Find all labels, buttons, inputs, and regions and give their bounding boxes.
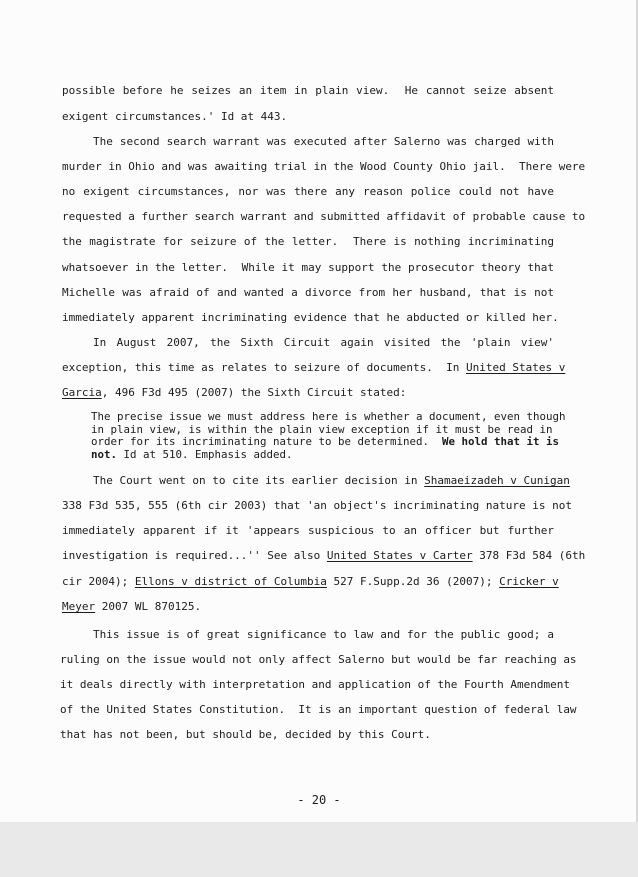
paragraph-2-line-2: murder in Ohio and was awaiting trial in the Wood County Ohio jail. There were: [62, 160, 586, 173]
scan-margin: [0, 822, 638, 877]
paragraph-2-line-4: requested a further search warrant and submitted affidavit of probable cause to: [62, 210, 586, 223]
paragraph-4-text-2: investigation is required...'' See also: [62, 549, 327, 562]
block-quote-line-2: in plain view, is within the plain view exception if it must be read in: [91, 422, 553, 436]
paragraph-2-line-7: Michelle was afraid of and wanted a divorce from her husband, that is not: [62, 286, 554, 299]
case-citation-cricker-part-1: Cricker v: [499, 575, 559, 588]
paragraph-4-text-3: 378 F3d 584 (6th: [472, 549, 586, 562]
paragraph-4-line-4: [62, 549, 586, 562]
case-citation-carter: United States v Carter: [326, 549, 473, 562]
paragraph-2-line-6: whatsoever in the letter. While it may support the prosecutor theory that: [62, 261, 554, 274]
block-quote-line-1: The precise issue we must address here is whether a document, even though: [91, 410, 566, 423]
case-citation-ellons: Ellons v district of Columbia: [134, 575, 327, 588]
block-quote-holding-part-2: not.: [91, 448, 118, 462]
paragraph-5-line-4: of the United States Constitution. It is an important question of federal law: [60, 703, 577, 716]
paragraph-5-line-5: that has not been, but should be, decided by this Court.: [60, 728, 431, 741]
paragraph-3-text-end: , 496 F3d 495 (2007) the Sixth Circuit stated:: [101, 386, 407, 399]
paragraph-4-text-6: 2007 WL 870125.: [95, 600, 202, 613]
paragraph-4-line-2: 338 F3d 535, 555 (6th cir 2003) that 'an object's incriminating nature is not: [62, 499, 572, 512]
paragraph-2-line-8: immediately apparent incriminating evidence that he abducted or killed her.: [62, 311, 559, 324]
paragraph-5-line-2: ruling on the issue would not only affect Salerno but would be far reaching as: [60, 653, 577, 666]
block-quote-line-4: [91, 449, 547, 462]
block-quote-emphasis-note: Id at 510. Emphasis added.: [117, 448, 293, 462]
paragraph-5-line-3: it deals directly with interpretation and application of the Fourth Amendment: [60, 678, 570, 691]
paragraph-5-line-1: This issue is of great significance to law and for the public good; a: [93, 628, 554, 641]
paragraph-3-text: exception, this time as relates to seizure of documents. In: [62, 361, 466, 374]
case-citation-cricker-part-2: Meyer: [62, 600, 96, 613]
case-citation-garcia-part-1: United States v: [465, 361, 566, 374]
case-citation-shamaeizadeh: Shamaeizadeh v Cunigan: [424, 474, 570, 487]
paragraph-2-line-5: the magistrate for seizure of the letter. There is nothing incriminating: [62, 235, 554, 248]
paragraph-3-line-2: [62, 361, 566, 374]
paragraph-4-line-6: [62, 600, 554, 613]
page-number: - 20 -: [297, 793, 341, 807]
block-quote: [91, 410, 566, 462]
block-quote-text: order for its incriminating nature to be determined.: [91, 435, 443, 449]
paragraph-4-line-5: [62, 575, 559, 588]
paragraph-3-line-1: In August 2007, the Sixth Circuit again visited the 'plain view': [93, 336, 554, 349]
paragraph-2-line-1: The second search warrant was executed after Salerno was charged with: [93, 135, 554, 148]
paragraph-2-line-3: no exigent circumstances, nor was there any reason police could not have: [62, 185, 554, 198]
case-citation-garcia-part-2: Garcia: [62, 386, 102, 399]
paragraph-1-line-2: exigent circumstances.' Id at 443.: [62, 110, 288, 123]
paragraph-3-line-3: [62, 386, 554, 399]
paragraph-4-text: The Court went on to cite its earlier decision in: [93, 474, 425, 487]
paragraph-1-line-1: possible before he seizes an item in plain view. He cannot seize absent: [62, 84, 554, 97]
block-quote-holding-part-1: We hold that it is: [442, 435, 560, 449]
paragraph-4-text-5: 527 F.Supp.2d 36 (2007);: [326, 575, 500, 588]
paragraph-4-line-1: [93, 474, 570, 487]
paragraph-4-text-4: cir 2004);: [62, 575, 135, 588]
paragraph-4-line-3: immediately apparent if it 'appears suspicious to an officer but further: [62, 524, 554, 537]
